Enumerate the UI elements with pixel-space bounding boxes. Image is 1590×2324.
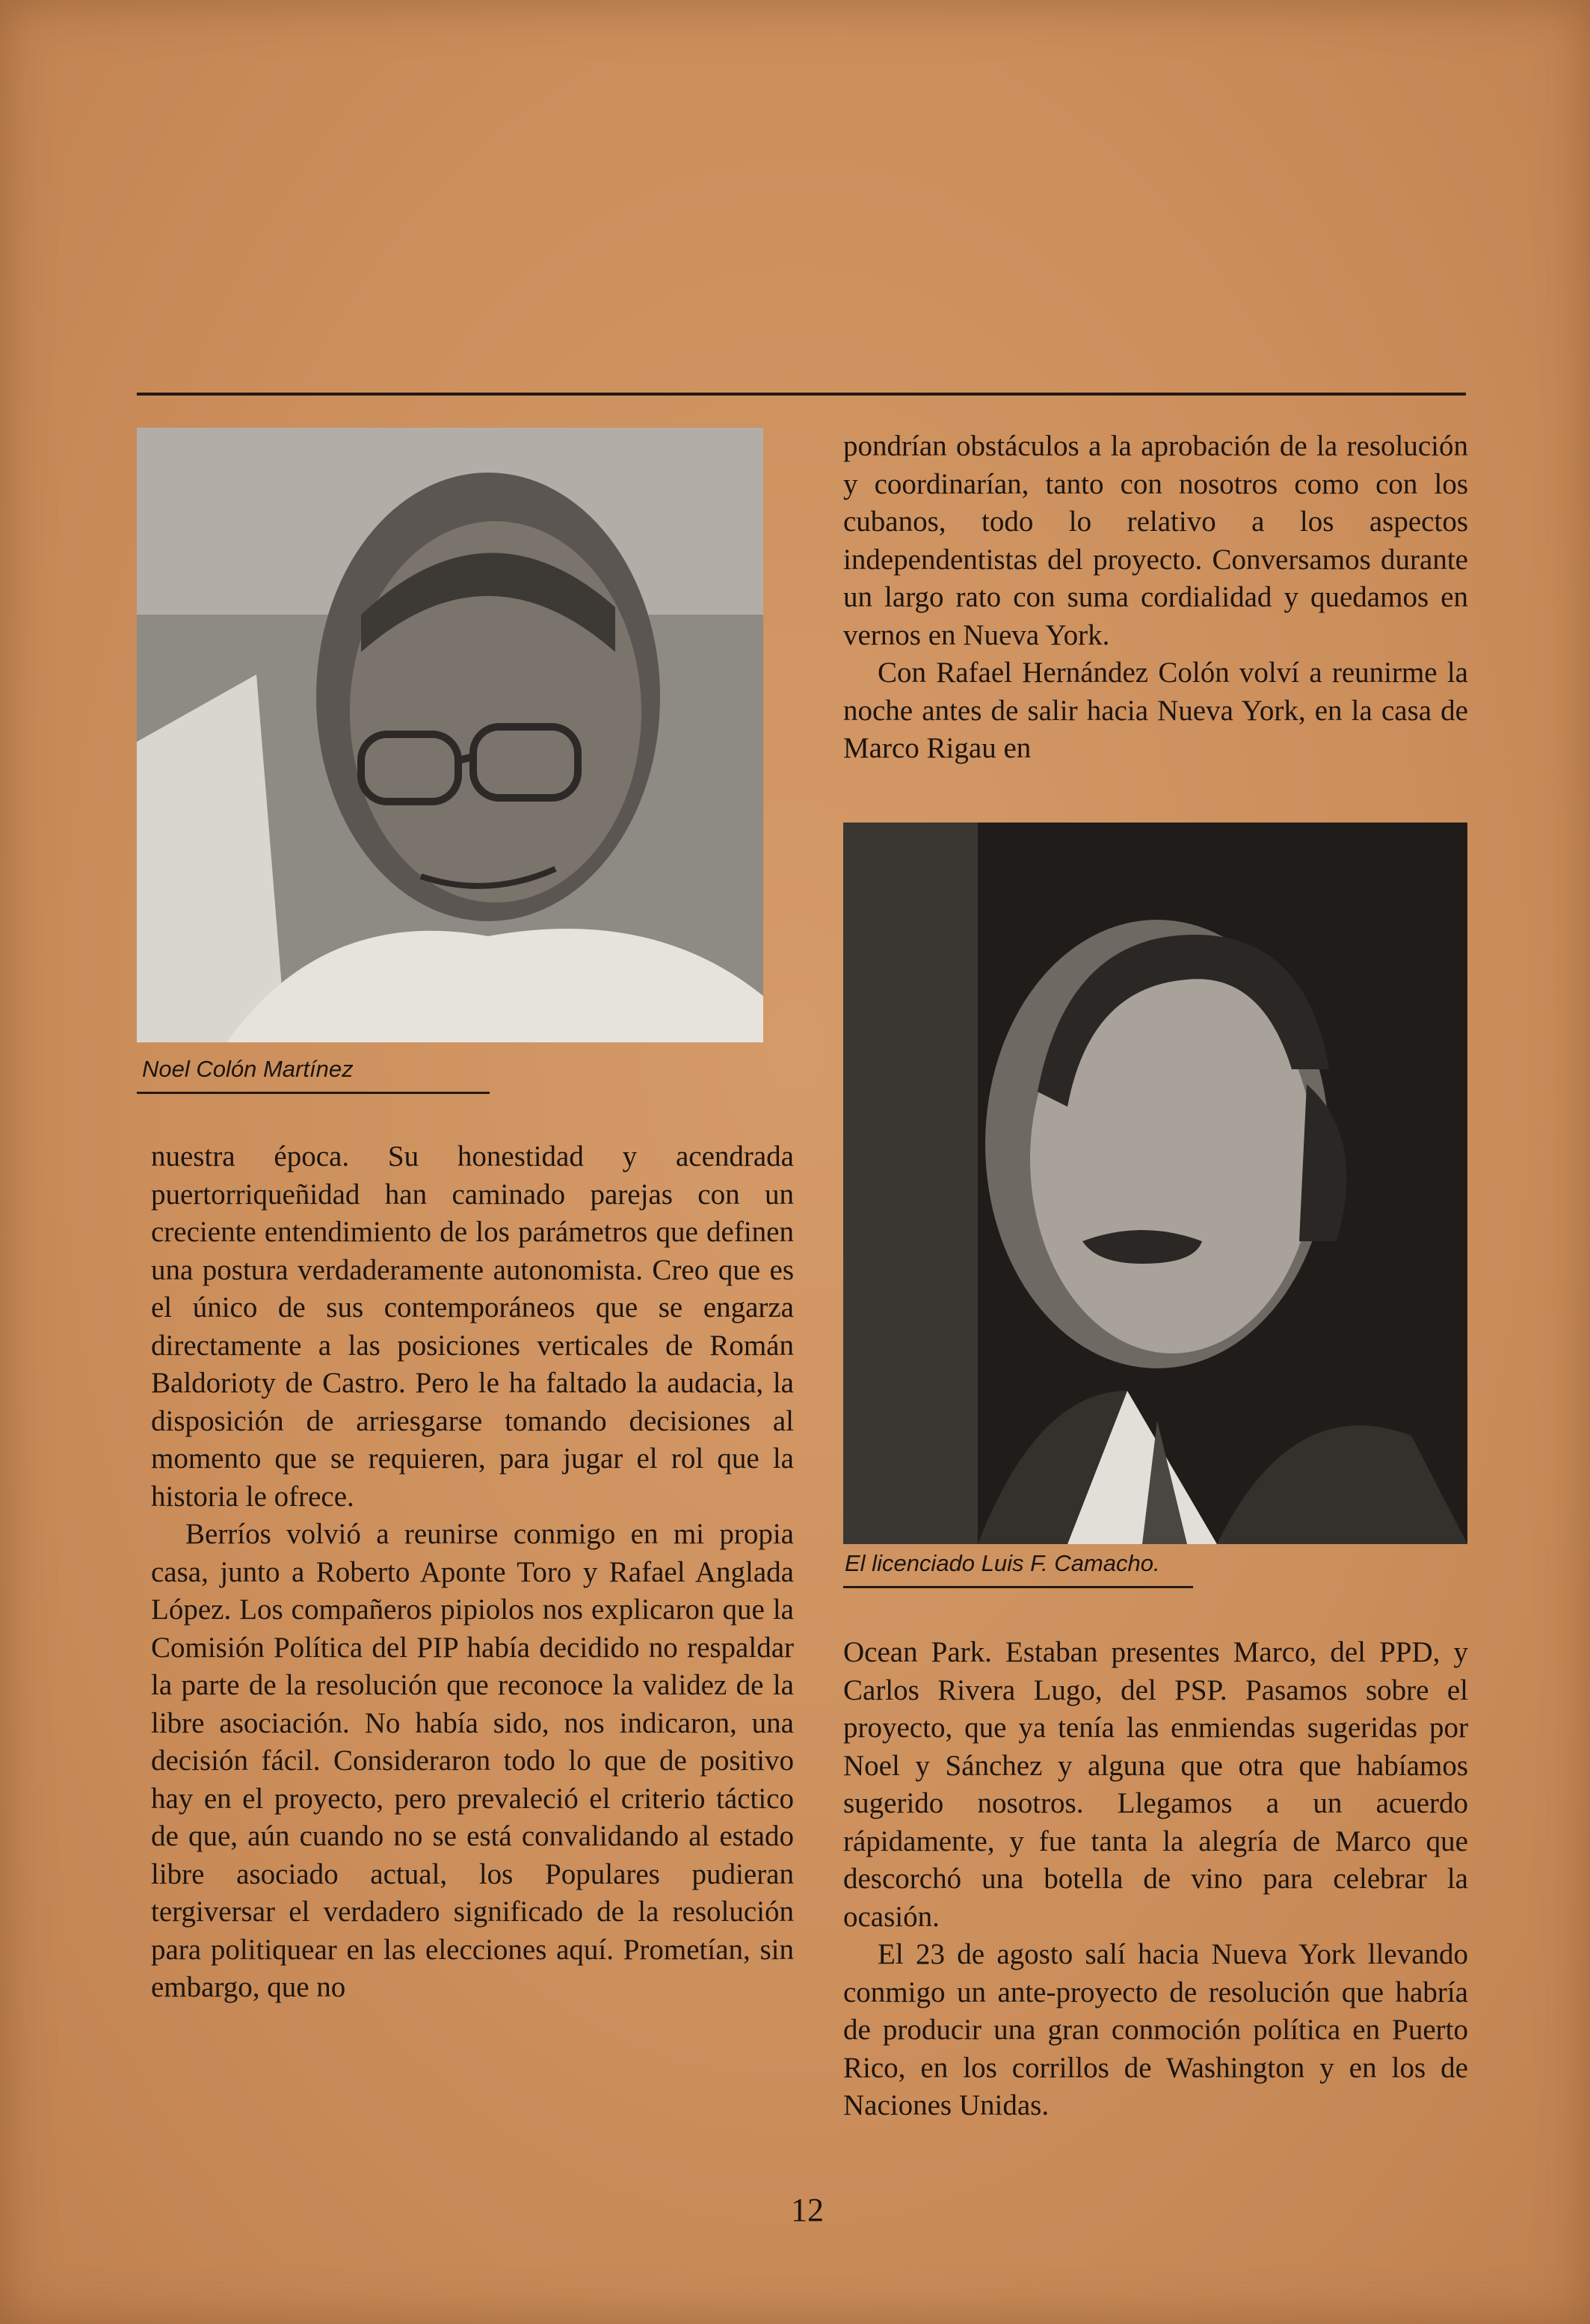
paragraph: Berríos volvió a reunirse conmigo en mi propia casa, junto a Roberto Aponte Toro y Rafael Anglada López. Los compañeros pipiolos nos explicaron que la Comisión Política del PIP había decidido no respaldar la parte de la resolución que reconoce la validez de la libre asociación. No había sido, nos indicaron, una decisión fácil. Consideraron todo lo que de positivo hay en el proyecto, pero prevaleció el criterio táctico de que, aún cuando no se está convalidando al estado libre asociado actual, los Populares pudieran tergiversar el verdadero significado de la resolución para politiquear en las elecciones aquí. Prometían, sin embargo, que no xyxy=(151,1518,794,2003)
photo-caption-camacho: El licenciado Luis F. Camacho. xyxy=(845,1550,1160,1576)
caption-underline-camacho xyxy=(843,1586,1193,1588)
portrait-illustration xyxy=(843,823,1467,1544)
photo-noel-colon-martinez xyxy=(137,428,763,1042)
paragraph: pondrían obstáculos a la aprobación de la resolución y coordinarían, tanto con nosotros como con los cubanos, todo lo relativo a los aspectos independentistas del proyecto. Conversamos durante un largo rato con suma cordialidad y quedamos en vernos en Nueva York. xyxy=(843,430,1468,651)
right-column-top-text xyxy=(843,428,1468,768)
caption-underline-noel xyxy=(137,1092,490,1094)
paragraph: Ocean Park. Estaban presentes Marco, del PPD, y Carlos Rivera Lugo, del PSP. Pasamos sobre el proyecto, que ya tenía las enmiendas sugeridas por Noel y Sánchez y alguna que otra que habíamos sugerido nosotros. Llegamos a un acuerdo rápidamente, y fue tanta la alegría de Marco que descorchó una botella de vino para celebrar la ocasión. xyxy=(843,1636,1468,1933)
right-column-bottom-text xyxy=(843,1634,1468,2125)
portrait-illustration xyxy=(137,428,763,1042)
left-column-text xyxy=(151,1138,794,2007)
paragraph: El 23 de agosto salí hacia Nueva York llevando conmigo un ante-proyecto de resolución que habría de producir una gran conmoción política en Puerto Rico, en los corrillos de Washington y en los de Naciones Unidas. xyxy=(843,1938,1468,2121)
paragraph: Con Rafael Hernández Colón volví a reunirme la noche antes de salir hacia Nueva York, en la casa de Marco Rigau en xyxy=(843,657,1468,764)
paragraph: nuestra época. Su honestidad y acendrada puertorriqueñidad han caminado parejas con un creciente entendimiento de los parámetros que definen una postura verdaderamente autonomista. Creo que es el único de sus contemporáneos que se engarza directamente a las posiciones verticales de Román Baldorioty de Castro. Pero le ha faltado la audacia, la disposición de arriesgarse tomando decisiones al momento que se requieren, para jugar el rol que la historia le ofrece. xyxy=(151,1140,794,1513)
photo-luis-f-camacho xyxy=(843,823,1467,1544)
page-number: 12 xyxy=(791,2192,824,2228)
photo-caption-noel: Noel Colón Martínez xyxy=(142,1056,354,1082)
top-horizontal-rule xyxy=(137,393,1466,396)
